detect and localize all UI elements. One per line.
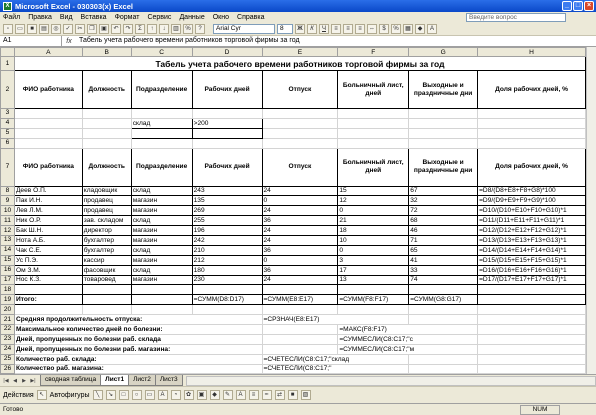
table-row	[1, 196, 586, 206]
spreadsheet-grid[interactable]	[0, 47, 586, 374]
shadow-icon[interactable]: ■	[288, 390, 298, 400]
days-off-cell[interactable]: 65	[409, 245, 478, 255]
select-arrow-icon[interactable]: ↖	[37, 390, 47, 400]
header-cell[interactable]: Доля рабочих дней, %	[478, 71, 586, 109]
sheet-tab-list3[interactable]: Лист3	[155, 375, 183, 386]
vacation-cell[interactable]: 24	[262, 186, 338, 196]
summary-label-cell[interactable]: Дней, пропущенных по болезни раб. склада	[14, 334, 262, 344]
totals-sick-cell[interactable]: =СУММ(F8:F17)	[338, 295, 409, 305]
empty-cell[interactable]	[478, 364, 586, 374]
criteria-dept-cell[interactable]: склад	[131, 118, 192, 128]
menu-file[interactable]: Файл	[3, 14, 21, 21]
vacation-cell[interactable]: 24	[262, 206, 338, 216]
row-header[interactable]: 2	[1, 71, 15, 109]
header-cell[interactable]: Доля рабочих дней, %	[478, 148, 586, 186]
line-icon[interactable]: ╲	[93, 390, 103, 400]
window-title: Microsoft Excel - 030303(x) Excel	[15, 1, 133, 11]
header-cell[interactable]: Больничный лист, дней	[338, 148, 409, 186]
sick-days-cell[interactable]: 17	[338, 265, 409, 275]
summary-formula-cell[interactable]: =МАКС(F8:F17)	[338, 325, 478, 335]
work-days-cell[interactable]: 255	[192, 216, 262, 226]
employee-name-cell[interactable]: Ник О.Р.	[14, 216, 82, 226]
prev-sheet-icon[interactable]: ◀	[13, 377, 17, 384]
summary-label-cell[interactable]: Максимальное количество дней по болезни:	[14, 325, 262, 335]
employee-name-cell[interactable]: Нос К.З.	[14, 275, 82, 285]
row-header[interactable]: 20	[1, 305, 15, 315]
row-header[interactable]: 13	[1, 236, 15, 246]
sheet-tabs-bar	[0, 374, 596, 386]
header-cell[interactable]: ФИО работника	[14, 148, 82, 186]
sheet-title-cell[interactable]: Табель учета рабочего времени работников торговой фирмы за год	[14, 57, 585, 71]
totals-off-cell[interactable]: =СУММ(G8:G17)	[409, 295, 478, 305]
empty-cell[interactable]	[409, 364, 478, 374]
employee-name-cell[interactable]: Ом З.М.	[14, 265, 82, 275]
row-header[interactable]: 5	[1, 128, 15, 138]
department-cell[interactable]: склад	[131, 265, 192, 275]
totals-vacation-cell[interactable]: =СУММ(E8:E17)	[262, 295, 338, 305]
line-style-icon[interactable]: ≡	[249, 390, 259, 400]
header-cell[interactable]: Должность	[82, 71, 131, 109]
align-left-icon[interactable]: ≡	[331, 24, 341, 34]
work-share-cell[interactable]: =D10/(D10+E10+F10+G10)*1	[478, 206, 586, 216]
rectangle-icon[interactable]: □	[119, 390, 129, 400]
sheet-tab-list1[interactable]: Лист1	[100, 375, 129, 386]
oval-icon[interactable]: ○	[132, 390, 142, 400]
summary-row	[1, 315, 586, 325]
employee-name-cell[interactable]: Пак И.Н.	[14, 196, 82, 206]
horizontal-scrollbar[interactable]	[186, 376, 596, 386]
vacation-cell[interactable]: 36	[262, 265, 338, 275]
menu-data[interactable]: Данные	[179, 14, 205, 21]
work-days-cell[interactable]: 212	[192, 255, 262, 265]
menu-insert[interactable]: Вставка	[80, 14, 107, 21]
vacation-cell[interactable]: 24	[262, 275, 338, 285]
menu-tools[interactable]: Сервис	[147, 14, 172, 21]
sheet-tab-summary[interactable]: сводная таблица	[40, 375, 101, 386]
header-cell[interactable]: Рабочих дней	[192, 148, 262, 186]
work-share-cell[interactable]: =D9/(D9+E9+F9+G9)*100	[478, 196, 586, 206]
3d-icon[interactable]: ▧	[301, 390, 311, 400]
menu-edit[interactable]: Правка	[28, 14, 52, 21]
column-header-d[interactable]: D	[192, 48, 262, 57]
formula-bar	[0, 36, 596, 47]
row-header[interactable]: 26	[1, 364, 15, 374]
criteria-days-cell[interactable]: >200	[192, 118, 262, 128]
vertical-scrollbar[interactable]	[586, 47, 596, 374]
summary-label-cell[interactable]: Количество раб. склада:	[14, 354, 262, 364]
empty-cell[interactable]	[262, 334, 338, 344]
row-header[interactable]: 21	[1, 315, 15, 325]
bold-icon[interactable]: Ж	[295, 24, 305, 34]
copy-icon[interactable]: ❐	[87, 24, 97, 34]
days-off-cell[interactable]: 68	[409, 216, 478, 226]
row-header[interactable]: 14	[1, 245, 15, 255]
table-row	[1, 216, 586, 226]
empty-cell[interactable]	[409, 315, 478, 325]
currency-icon[interactable]: $	[379, 24, 389, 34]
days-off-cell[interactable]: 74	[409, 275, 478, 285]
row-header[interactable]: 15	[1, 255, 15, 265]
employee-name-cell[interactable]: Лев Л.М.	[14, 206, 82, 216]
merge-icon[interactable]: ⇔	[369, 26, 375, 32]
header-cell[interactable]: Отпуск	[262, 71, 338, 109]
employee-name-cell[interactable]: Ус П.Э.	[14, 255, 82, 265]
empty-cell[interactable]	[262, 325, 338, 335]
totals-work-cell[interactable]: =СУММ(D8:D17)	[192, 295, 262, 305]
vacation-cell[interactable]: 0	[262, 255, 338, 265]
sheet-tab-list2[interactable]: Лист2	[128, 375, 156, 386]
employee-name-cell[interactable]: Чак С.Е.	[14, 245, 82, 255]
employee-name-cell[interactable]: Нота А.Б.	[14, 236, 82, 246]
header-cell[interactable]: Подразделение	[131, 148, 192, 186]
autosum-icon[interactable]: Σ	[135, 24, 145, 34]
table-row	[1, 255, 586, 265]
row-header[interactable]: 1	[1, 57, 15, 71]
department-cell[interactable]: склад	[131, 186, 192, 196]
days-off-cell[interactable]: 67	[409, 186, 478, 196]
row-header[interactable]: 24	[1, 344, 15, 354]
row-header[interactable]: 7	[1, 148, 15, 186]
header-cell[interactable]: Должность	[82, 148, 131, 186]
work-share-cell[interactable]: =D17/(D17+E17+F17+G17)*1	[478, 275, 586, 285]
sick-days-cell[interactable]: 18	[338, 226, 409, 236]
work-days-cell[interactable]: 230	[192, 275, 262, 285]
print-icon[interactable]: ▤	[39, 24, 49, 34]
header-cell[interactable]: Отпуск	[262, 148, 338, 186]
status-bar	[0, 403, 596, 415]
row-header[interactable]: 9	[1, 196, 15, 206]
diagram-icon[interactable]: ◔	[171, 390, 181, 400]
position-cell[interactable]: бухгалтер	[82, 245, 131, 255]
position-cell[interactable]: зав. складом	[82, 216, 131, 226]
work-share-cell[interactable]: =D14/(D14+E14+F14+G14)*1	[478, 245, 586, 255]
font-name-select[interactable]: Arial Cyr	[213, 24, 275, 34]
fx-icon[interactable]: fx	[66, 37, 72, 45]
draw-actions-menu[interactable]: Действия	[3, 391, 34, 399]
department-cell[interactable]: магазин	[131, 226, 192, 236]
header-cell[interactable]: Подразделение	[131, 71, 192, 109]
undo-icon[interactable]: ↶	[111, 24, 121, 34]
percent-icon[interactable]: %	[391, 24, 401, 34]
work-days-cell[interactable]: 242	[192, 236, 262, 246]
work-days-cell[interactable]: 269	[192, 206, 262, 216]
font-size-select[interactable]: 8	[277, 24, 293, 34]
underline-icon[interactable]: Ч	[319, 24, 329, 34]
preview-icon[interactable]: ◎	[51, 24, 61, 34]
position-cell[interactable]: товаровед	[82, 275, 131, 285]
empty-cell[interactable]	[478, 354, 586, 364]
row-header[interactable]: 16	[1, 265, 15, 275]
row-header[interactable]: 25	[1, 354, 15, 364]
chart-icon[interactable]: ▥	[171, 24, 181, 34]
clipart-icon[interactable]: ✿	[184, 390, 194, 400]
days-off-cell[interactable]: 71	[409, 236, 478, 246]
summary-row	[1, 344, 586, 354]
vacation-cell[interactable]: 36	[262, 216, 338, 226]
table-row	[1, 206, 586, 216]
header-cell[interactable]: Рабочих дней	[192, 71, 262, 109]
position-cell[interactable]: продавец	[82, 196, 131, 206]
font-color-draw-icon[interactable]: A	[236, 390, 246, 400]
position-cell[interactable]: директор	[82, 226, 131, 236]
summary-formula-cell[interactable]: =СРЗНАЧ(E8:E17)	[262, 315, 409, 325]
department-cell[interactable]: магазин	[131, 196, 192, 206]
position-cell[interactable]: фасовщик	[82, 265, 131, 275]
row-header[interactable]: 3	[1, 109, 15, 119]
summary-label-cell[interactable]: Количество раб. магазина:	[14, 364, 262, 374]
italic-icon[interactable]: К	[307, 24, 317, 34]
days-off-cell[interactable]: 46	[409, 226, 478, 236]
sick-days-cell[interactable]: 13	[338, 275, 409, 285]
work-days-cell[interactable]: 135	[192, 196, 262, 206]
work-share-cell[interactable]: =D11/(D11+E11+F11+G11)*1	[478, 216, 586, 226]
summary-formula-cell[interactable]: =СЧЕТЕСЛИ(C8:C17;"склад	[262, 354, 409, 364]
column-header-e[interactable]: E	[262, 48, 338, 57]
column-header-a[interactable]: A	[14, 48, 82, 57]
header-cell[interactable]: Выходные и праздничные дни	[409, 71, 478, 109]
summary-row	[1, 354, 586, 364]
table-row	[1, 186, 586, 196]
empty-cell[interactable]	[478, 334, 586, 344]
cut-icon[interactable]: ✂	[75, 24, 85, 34]
help-icon[interactable]: ?	[195, 24, 205, 34]
fill-color-icon[interactable]: ◆	[415, 24, 425, 34]
employee-name-cell[interactable]: Бак Ш.Н.	[14, 226, 82, 236]
row-header[interactable]: 23	[1, 334, 15, 344]
position-cell[interactable]: бухгалтер	[82, 236, 131, 246]
next-sheet-icon[interactable]: ▶	[22, 377, 26, 384]
open-icon[interactable]: ▭	[15, 24, 25, 34]
last-sheet-icon[interactable]: ▶|	[30, 377, 36, 384]
font-color-icon[interactable]: A	[427, 24, 437, 34]
table-row	[1, 245, 586, 255]
dash-style-icon[interactable]: ┅	[262, 390, 272, 400]
department-cell[interactable]: магазин	[131, 255, 192, 265]
new-icon[interactable]: ▫	[3, 24, 13, 34]
column-header-g[interactable]: G	[409, 48, 478, 57]
formula-input[interactable]: Табель учета рабочего времени работников торговой фирмы за год	[79, 37, 300, 44]
menu-help[interactable]: Справка	[237, 14, 265, 21]
picture-icon[interactable]: ▣	[197, 390, 207, 400]
arrow-icon[interactable]: ↘	[106, 390, 116, 400]
line-color-icon[interactable]: ✎	[223, 390, 233, 400]
empty-cell[interactable]	[262, 344, 338, 354]
save-icon[interactable]: ■	[27, 24, 37, 34]
work-days-cell[interactable]: 243	[192, 186, 262, 196]
maximize-button[interactable]: □	[573, 1, 583, 11]
row-header[interactable]: 8	[1, 186, 15, 196]
sick-days-cell[interactable]: 0	[338, 206, 409, 216]
header-cell[interactable]: ФИО работника	[14, 71, 82, 109]
summary-formula-cell[interactable]: =СУММЕСЛИ(C8:C17;"с	[338, 334, 478, 344]
fill-color-draw-icon[interactable]: ◆	[210, 390, 220, 400]
drawing-toolbar	[0, 386, 596, 403]
summary-label-cell[interactable]: Дней, пропущенных по болезни раб. магазина:	[14, 344, 262, 354]
row-header[interactable]: 17	[1, 275, 15, 285]
row-header[interactable]: 6	[1, 138, 15, 148]
spelling-icon[interactable]: ✓	[63, 24, 73, 34]
summary-label-cell[interactable]: Средняя продолжительность отпуска:	[14, 315, 262, 325]
department-cell[interactable]: магазин	[131, 275, 192, 285]
sick-days-cell[interactable]: 12	[338, 196, 409, 206]
sick-days-cell[interactable]: 3	[338, 255, 409, 265]
row-header[interactable]: 22	[1, 325, 15, 335]
name-box[interactable]: A1	[0, 36, 62, 46]
wordart-icon[interactable]: A	[158, 390, 168, 400]
menu-bar	[0, 12, 596, 23]
select-all-corner[interactable]	[1, 48, 15, 57]
empty-cell[interactable]	[478, 325, 586, 335]
menu-view[interactable]: Вид	[59, 14, 73, 21]
vacation-cell[interactable]: 24	[262, 236, 338, 246]
sick-days-cell[interactable]: 10	[338, 236, 409, 246]
days-off-cell[interactable]: 32	[409, 196, 478, 206]
vacation-cell[interactable]: 0	[262, 196, 338, 206]
borders-icon[interactable]: ▦	[403, 24, 413, 34]
column-header-f[interactable]: F	[338, 48, 409, 57]
menu-format[interactable]: Формат	[114, 14, 140, 21]
table-row	[1, 226, 586, 236]
position-cell[interactable]: кладовщик	[82, 186, 131, 196]
sort-asc-icon[interactable]: ↑	[147, 24, 157, 34]
days-off-cell[interactable]: 72	[409, 206, 478, 216]
status-text: Готово	[3, 406, 24, 413]
row-header[interactable]: 4	[1, 118, 15, 128]
minimize-button[interactable]: _	[562, 1, 572, 11]
empty-cell[interactable]	[478, 315, 586, 325]
column-header-c[interactable]: C	[131, 48, 192, 57]
totals-label-cell[interactable]: Итого:	[14, 295, 82, 305]
position-cell[interactable]: кассир	[82, 255, 131, 265]
sort-desc-icon[interactable]: ↓	[159, 24, 169, 34]
work-days-cell[interactable]: 210	[192, 245, 262, 255]
paste-icon[interactable]: ▣	[99, 24, 109, 34]
department-cell[interactable]: склад	[131, 245, 192, 255]
table-row	[1, 275, 586, 285]
sick-days-cell[interactable]: 15	[338, 186, 409, 196]
days-off-cell[interactable]: 33	[409, 265, 478, 275]
work-share-cell[interactable]: =D8/(D8+E8+F8+G8)*100	[478, 186, 586, 196]
column-header-h[interactable]: H	[478, 48, 586, 57]
vacation-cell[interactable]: 36	[262, 245, 338, 255]
summary-formula-cell[interactable]: =СУММЕСЛИ(C8:C17;"м	[338, 344, 478, 354]
table-row	[1, 236, 586, 246]
work-share-cell[interactable]: =D16/(D16+E16+F16+G16)*1	[478, 265, 586, 275]
department-cell[interactable]: магазин	[131, 236, 192, 246]
work-share-cell[interactable]: =D13/(D13+E13+F13+G13)*1	[478, 236, 586, 246]
zoom-icon[interactable]: %	[183, 24, 193, 34]
header-cell[interactable]: Выходные и праздничные дни	[409, 148, 478, 186]
first-sheet-icon[interactable]: |◀	[3, 377, 9, 384]
autoshapes-menu[interactable]: Автофигуры	[49, 391, 90, 399]
work-days-cell[interactable]: 196	[192, 226, 262, 236]
row-header[interactable]: 18	[1, 285, 15, 295]
summary-formula-cell[interactable]: =СЧЕТЕСЛИ(C8:C17;"	[262, 364, 409, 374]
num-lock-indicator: NUM	[520, 405, 560, 415]
vacation-cell[interactable]: 24	[262, 226, 338, 236]
summary-row	[1, 325, 586, 335]
summary-row	[1, 334, 586, 344]
row-header[interactable]: 19	[1, 295, 15, 305]
department-cell[interactable]: склад	[131, 216, 192, 226]
align-right-icon[interactable]: ≡	[355, 24, 365, 34]
employee-name-cell[interactable]: Деев О.П.	[14, 186, 82, 196]
standard-toolbar	[0, 23, 596, 36]
title-bar	[0, 0, 596, 12]
close-button[interactable]: ×	[584, 1, 594, 11]
days-off-cell[interactable]: 41	[409, 255, 478, 265]
empty-cell[interactable]	[409, 354, 478, 364]
work-days-cell[interactable]: 180	[192, 265, 262, 275]
excel-icon: X	[3, 2, 12, 11]
textbox-icon[interactable]: ▭	[145, 390, 155, 400]
position-cell[interactable]: продавец	[82, 206, 131, 216]
department-cell[interactable]: магазин	[131, 206, 192, 216]
redo-icon[interactable]: ↷	[123, 24, 133, 34]
align-center-icon[interactable]: ≡	[343, 24, 353, 34]
row-header[interactable]: 11	[1, 216, 15, 226]
menu-window[interactable]: Окно	[212, 14, 230, 21]
row-header[interactable]: 10	[1, 206, 15, 216]
work-share-cell[interactable]: =D12/(D12+E12+F12+G12)*1	[478, 226, 586, 236]
column-header-b[interactable]: B	[82, 48, 131, 57]
sick-days-cell[interactable]: 21	[338, 216, 409, 226]
table-row	[1, 265, 586, 275]
work-share-cell[interactable]: =D15/(D15+E15+F15+G15)*1	[478, 255, 586, 265]
empty-cell[interactable]	[478, 344, 586, 354]
worksheet-table	[0, 47, 586, 374]
summary-row	[1, 364, 586, 374]
header-cell[interactable]: Больничный лист, дней	[338, 71, 409, 109]
row-header[interactable]: 12	[1, 226, 15, 236]
sick-days-cell[interactable]: 0	[338, 245, 409, 255]
help-question-input[interactable]: Введите вопрос	[466, 13, 566, 22]
arrow-style-icon[interactable]: ⇄	[275, 390, 285, 400]
